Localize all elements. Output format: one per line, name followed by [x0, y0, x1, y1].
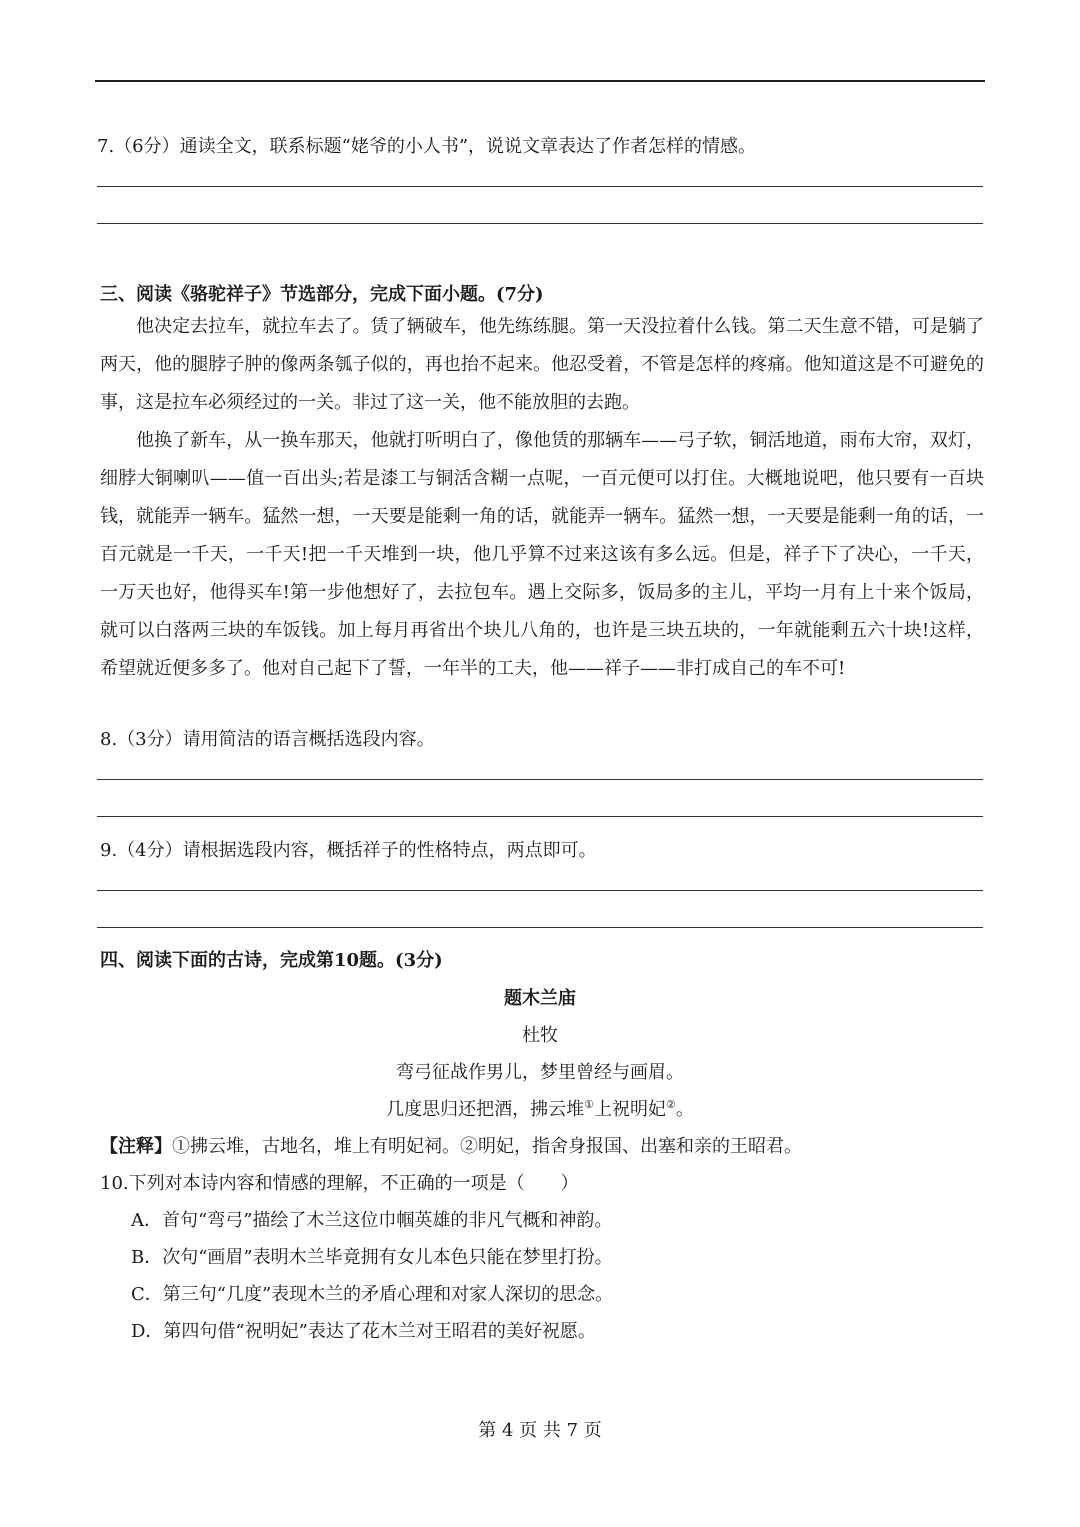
section-3-heading: 三、阅读《骆驼祥子》节选部分，完成下面小题。(7分) [100, 284, 544, 305]
answer-line-q7-2[interactable] [97, 223, 983, 224]
question-9: 9.（4分）请根据选段内容，概括祥子的性格特点，两点即可。 [100, 840, 597, 861]
option-a[interactable]: A．首句“弯弓”描绘了木兰这位巾帼英雄的非凡气概和神韵。 [131, 1210, 613, 1231]
poem-line-2 [0, 1095, 1080, 1121]
answer-line-q8-2[interactable] [97, 816, 983, 817]
option-d[interactable]: D．第四句借“祝明妃”表达了花木兰对王昭君的美好祝愿。 [131, 1321, 596, 1342]
poem-title: 题木兰庙 [504, 988, 576, 1009]
poem-line-2-part-c: 。 [675, 1099, 694, 1120]
annotation-label: 【注释】 [100, 1136, 172, 1157]
answer-line-q9-1[interactable] [97, 890, 983, 891]
section-4-heading: 四、阅读下面的古诗，完成第10题。(3分) [100, 950, 443, 971]
answer-line-q7-1[interactable] [97, 186, 983, 187]
poem-line-1: 弯弓征战作男儿，梦里曾经与画眉。 [396, 1062, 684, 1083]
page-footer: 第 4 页 共 7 页 [478, 1420, 602, 1441]
passage-paragraph-1: 他决定去拉车，就拉车去了。赁了辆破车，他先练练腿。第一天没拉着什么钱。第二天生意不错，可是躺了两天，他的腿脖子肿的像两条瓠子似的，再也抬不起来。他忍受着，不管是怎样的疼痛。他知道这是不可避免的事，这是拉车必须经过的一关。非过了这一关，他不能放胆的去跑。 [100, 316, 984, 413]
section-3-passage [100, 308, 984, 688]
poem-author: 杜牧 [522, 1025, 558, 1046]
answer-line-q8-1[interactable] [97, 779, 983, 780]
question-8: 8.（3分）请用简洁的语言概括选段内容。 [100, 729, 435, 750]
header-rule [95, 80, 985, 82]
passage-paragraph-2: 他换了新车，从一换车那天，他就打听明白了，像他赁的那辆车——弓子软，铜活地道，雨布大帘，双灯，细脖大铜喇叭——值一百出头;若是漆工与铜活含糊一点呢，一百元便可以打住。大概地说吧，他只要有一百块钱，就能弄一辆车。猛然一想，一天要是能剩一角的话，就能弄一辆车。猛然一想，一天要是能剩一角的话，一百元就是一千天，一千天!把一千天堆到一块，他几乎算不过来这该有多么远。但是，祥子下了决心，一千天，一万天也好，他得买车!第一步他想好了，去拉包车。遇上交际多，饭局多的主儿，平均一月有上十来个饭局，就可以白落两三块的车饭钱。加上每月再省出个块儿八角的，也许是三块五块的，一年就能剩五六十块!这样，希望就近便多多了。他对自己起下了誓，一年半的工夫，他——祥子——非打成自己的车不可! [100, 430, 984, 679]
question-10-stem: 10.下列对本诗内容和情感的理解，不正确的一项是（ ） [100, 1173, 579, 1194]
option-b[interactable]: B．次句“画眉”表明木兰毕竟拥有女儿本色只能在梦里打扮。 [131, 1247, 613, 1268]
poem-line-2-part-b: 上祝明妃 [594, 1099, 666, 1120]
note-marker-1: ① [584, 1098, 594, 1111]
poem-line-2-part-a: 几度思归还把酒，拂云堆 [386, 1099, 585, 1120]
note-marker-2: ② [666, 1098, 676, 1111]
answer-line-q9-2[interactable] [97, 927, 983, 928]
option-c[interactable]: C．第三句“几度”表现木兰的矛盾心理和对家人深切的思念。 [131, 1284, 614, 1305]
question-7: 7.（6分）通读全文，联系标题“姥爷的小人书”，说说文章表达了作者怎样的情感。 [97, 136, 757, 157]
poem-annotation [100, 1132, 802, 1158]
annotation-text: ①拂云堆，古地名，堆上有明妃祠。②明妃，指舍身报国、出塞和亲的王昭君。 [172, 1136, 802, 1157]
